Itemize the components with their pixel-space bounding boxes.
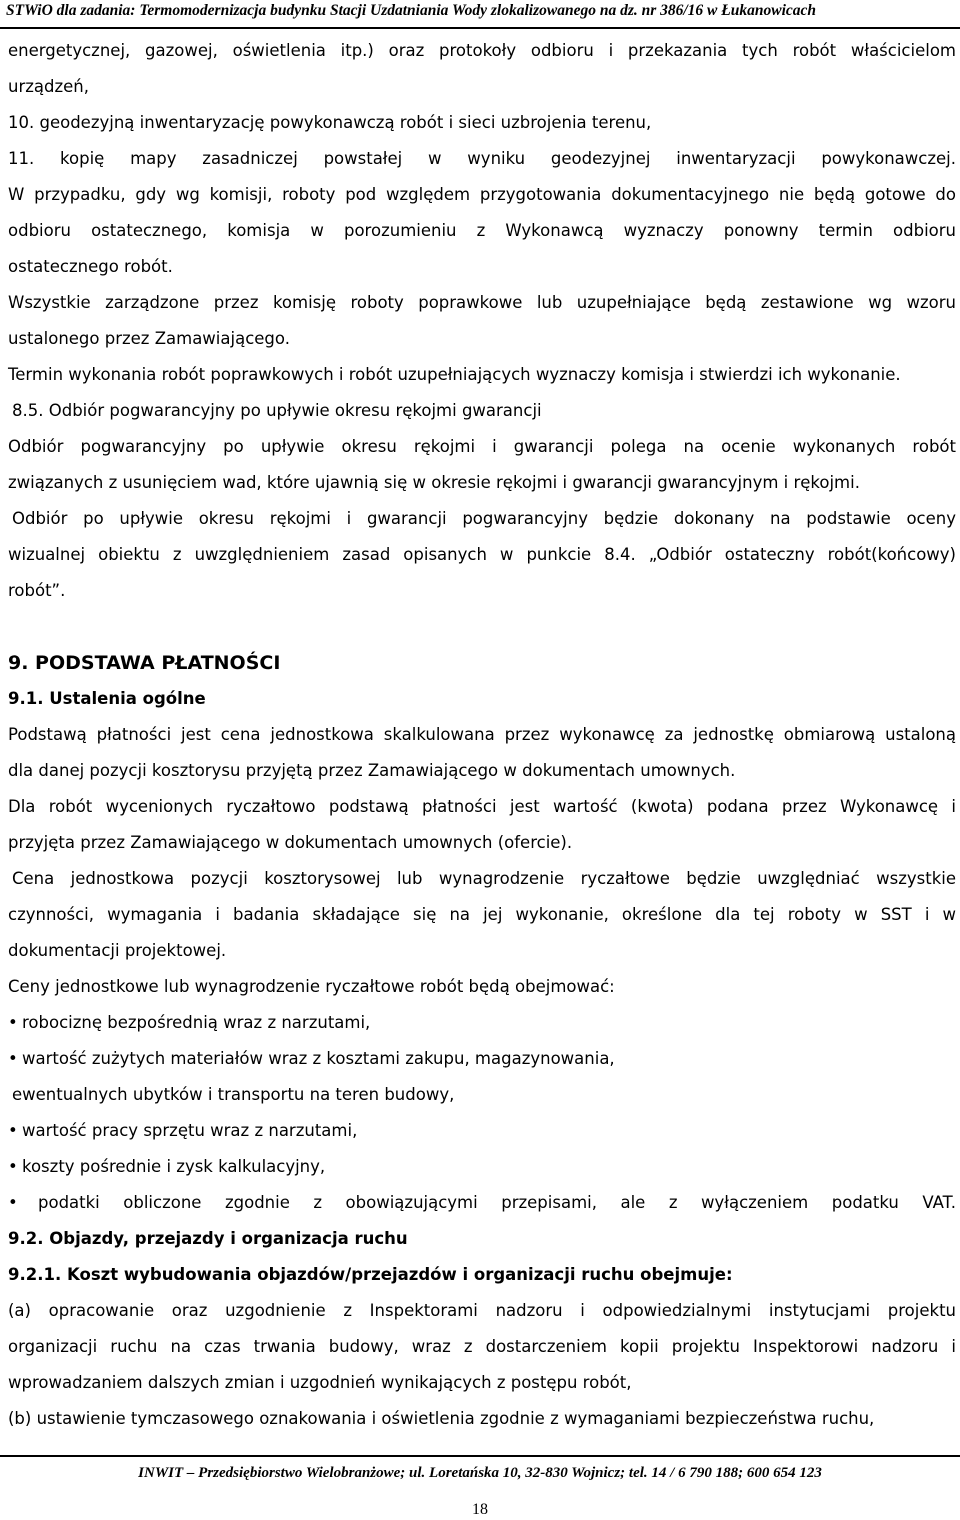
paragraph-line: Podstawą płatności jest cena jednostkowa skalkulowana przez wykonawcę za jednostkę obmiarową ustaloną [8,725,956,744]
paragraph-line: Cena jednostkowa pozycji kosztorysowej lub wynagrodzenie ryczałtowe będzie uwzględniać wszystkie [12,869,956,888]
section-heading-9: 9. PODSTAWA PŁATNOŚCI [8,652,281,674]
paragraph-line: Dla robót wycenionych ryczałtowo podstawą płatności jest wartość (kwota) podana przez Wykonawcę i [8,797,956,816]
list-item: 11. kopię mapy zasadniczej powstałej w wyniku geodezyjnej inwentaryzacji powykonawczej. [8,149,956,168]
bullet-item [8,1041,956,1077]
paragraph-line: dokumentacji projektowej. [8,941,227,960]
bullet-item [8,1005,956,1041]
page-header: STWiO dla zadania: Termomodernizacja budynku Stacji Uzdatniania Wody zlokalizowanego na dz. nr 386/16 w Łukanowicach [6,2,817,19]
document-body [8,33,956,1437]
bullet-text: koszty pośrednie i zysk kalkulacyjny, [22,1157,326,1176]
paragraph-line: urządzeń, [8,77,90,96]
bullet-icon: • [8,1193,18,1212]
section-heading-9-2: 9.2. Objazdy, przejazdy i organizacja ruchu [8,1229,408,1248]
paragraph-line: przyjęta przez Zamawiającego w dokumentach umownych (ofercie). [8,833,573,852]
bullet-text: podatki obliczone zgodnie z obowiązującymi przepisami, ale z wyłączeniem podatku VAT. [38,1193,956,1212]
bullet-text: robociznę bezpośrednią wraz z narzutami, [22,1013,371,1032]
bullet-item [8,1113,956,1149]
paragraph-line: W przypadku, gdy wg komisji, roboty pod względem przygotowania dokumentacyjnego nie będą gotowe do [8,185,956,204]
bullet-icon: • [8,1121,18,1140]
paragraph-line: energetycznej, gazowej, oświetlenia itp.) oraz protokoły odbioru i przekazania tych robót właścicielom [8,41,956,60]
paragraph-line: odbioru ostatecznego, komisja w porozumieniu z Wykonawcą wyznaczy ponowny termin odbioru [8,221,956,240]
bullet-icon: • [8,1013,18,1032]
footer-rule [0,1455,960,1457]
bullet-item [8,1149,956,1185]
header-rule [0,27,960,29]
bullet-item [8,1185,956,1221]
page-footer: INWIT – Przedsiębiorstwo Wielobranżowe; ul. Loretańska 10, 32-830 Wojnicz; tel. 14 / 6 790 188; 600 654 123 [138,1465,822,1481]
paragraph-line: (a) opracowanie oraz uzgodnienie z Inspektorami nadzoru i odpowiedzialnymi instytucjami projektu [8,1301,956,1320]
bullet-text: wartość zużytych materiałów wraz z kosztami zakupu, magazynowania, [22,1049,615,1068]
paragraph-line: wprowadzaniem dalszych zmian i uzgodnień wynikających z postępu robót, [8,1373,632,1392]
paragraph-line: dla danej pozycji kosztorysu przyjętą przez Zamawiającego w dokumentach umownych. [8,761,736,780]
bullet-icon: • [8,1157,18,1176]
section-heading-8-5: 8.5. Odbiór pogwarancyjny po upływie okresu rękojmi gwarancji [12,401,542,420]
bullet-icon: • [8,1049,18,1068]
paragraph-line: czynności, wymagania i badania składające się na jej wykonanie, określone dla tej roboty w SST i w [8,905,956,924]
paragraph-line: związanych z usunięciem wad, które ujawnią się w okresie rękojmi i gwarancji gwarancyjnym i rękojmi. [8,473,860,492]
paragraph-line: organizacji ruchu na czas trwania budowy, wraz z dostarczeniem kopii projektu Inspektorowi nadzoru i [8,1337,956,1356]
paragraph-line: ostatecznego robót. [8,257,173,276]
paragraph-line: (b) ustawienie tymczasowego oznakowania i oświetlenia zgodnie z wymaganiami bezpieczeństwa ruchu, [8,1409,875,1428]
page-number: 18 [472,1501,488,1518]
bullet-text: wartość pracy sprzętu wraz z narzutami, [22,1121,358,1140]
bullet-continuation: ewentualnych ubytków i transportu na teren budowy, [12,1085,455,1104]
paragraph-line: robót”. [8,581,66,600]
paragraph-line: Wszystkie zarządzone przez komisję roboty poprawkowe lub uzupełniające będą zestawione wg wzoru [8,293,956,312]
paragraph-line: Ceny jednostkowe lub wynagrodzenie ryczałtowe robót będą obejmować: [8,977,615,996]
paragraph-line: wizualnej obiektu z uwzględnieniem zasad opisanych w punkcie 8.4. „Odbiór ostateczny robót(końcowy) [8,545,956,564]
section-heading-9-2-1: 9.2.1. Koszt wybudowania objazdów/przejazdów i organizacji ruchu obejmuje: [8,1265,733,1284]
section-heading-9-1: 9.1. Ustalenia ogólne [8,689,206,708]
list-item: 10. geodezyjną inwentaryzację powykonawczą robót i sieci uzbrojenia terenu, [8,113,652,132]
paragraph-line: Termin wykonania robót poprawkowych i robót uzupełniających wyznaczy komisja i stwierdzi ich wykonanie. [8,365,901,384]
paragraph-line: Odbiór po upływie okresu rękojmi i gwarancji pogwarancyjny będzie dokonany na podstawie oceny [12,509,956,528]
paragraph-line: Odbiór pogwarancyjny po upływie okresu rękojmi i gwarancji polega na ocenie wykonanych robót [8,437,956,456]
paragraph-line: ustalonego przez Zamawiającego. [8,329,290,348]
